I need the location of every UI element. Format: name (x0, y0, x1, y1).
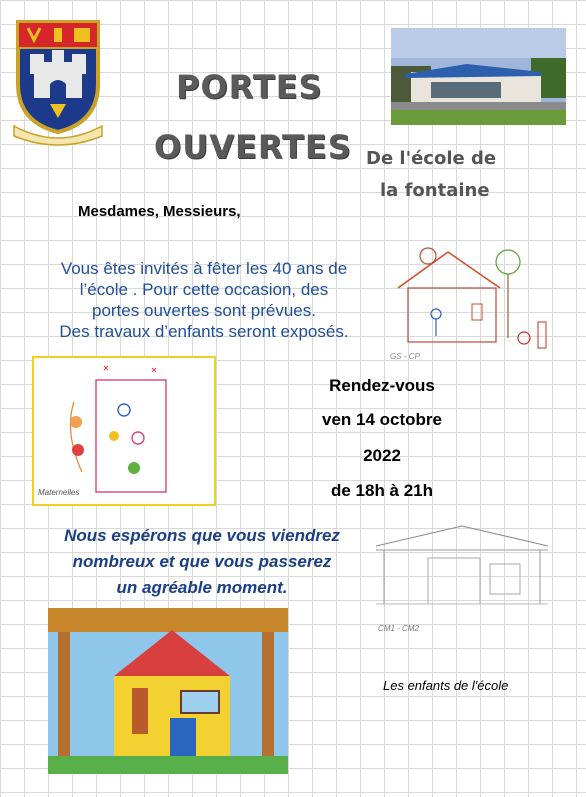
closing-line-2: nombreux et que vous passerez (72, 552, 332, 571)
drawing-gs-cp-label: GS - CP (390, 352, 420, 361)
invitation-line-3: portes ouvertes sont prévues. (92, 301, 316, 320)
rendezvous-year: 2022 (363, 446, 401, 465)
closing-line-3: un agréable moment. (116, 578, 288, 597)
invitation-line-1: Vous êtes invités à fêter les 40 ans de (60, 259, 348, 278)
closing-line-1: Nous espérons que vous viendrez (64, 526, 340, 545)
drawing-cm1-cm2-label: CM1 - CM2 (378, 624, 419, 633)
closing-text (18, 523, 386, 601)
title-line-2: OUVERTES (154, 128, 352, 166)
town-crest (10, 14, 106, 146)
title-line-1: PORTES (176, 68, 323, 106)
drawing-maternelles-label: Maternelles (38, 488, 80, 497)
drawing-cm1-cm2 (372, 520, 552, 640)
drawing-maternelles (32, 356, 216, 506)
rendezvous-hours: de 18h à 21h (330, 481, 434, 500)
signature: Les enfants de l'école (383, 678, 509, 693)
subtitle-line-2: la fontaine (380, 180, 490, 201)
greeting: Mesdames, Messieurs, (78, 203, 241, 220)
drawing-colored-school (48, 608, 288, 774)
invitation-line-2: l’école . Pour cette occasion, des (79, 280, 329, 299)
subtitle-line-1: De l'école de (366, 148, 497, 169)
school-photo (391, 28, 566, 125)
drawing-gs-cp (388, 238, 558, 368)
invitation-text (18, 258, 390, 342)
rendezvous-date: ven 14 octobre (322, 410, 442, 429)
rendezvous-label: Rendez-vous (329, 376, 435, 395)
invitation-line-4: Des travaux d’enfants seront exposés. (59, 322, 349, 341)
